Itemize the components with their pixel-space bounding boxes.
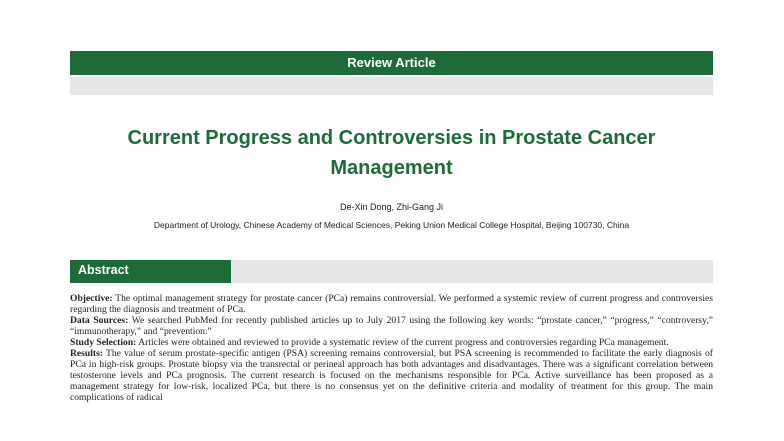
banner-underline [70, 77, 713, 95]
section-label: Data Sources: [70, 315, 129, 326]
abstract-tab [70, 260, 231, 283]
abstract-heading: Abstract [78, 263, 129, 277]
abstract-objective [70, 293, 713, 315]
article-type-banner [70, 51, 713, 75]
abstract-data-sources [70, 315, 713, 337]
section-label: Results: [70, 348, 104, 359]
abstract-body [70, 293, 713, 403]
article-type-label: Review Article [347, 55, 436, 70]
article-title: Current Progress and Controversies in Prostate Cancer Management [127, 127, 656, 179]
abstract-results [70, 348, 713, 403]
section-text: The optimal management strategy for prostate cancer (PCa) remains controversial. We performed a systemic review of current progress and controversies regarding the diagnosis and treatment of PCa. [70, 293, 713, 315]
author-affiliation: Department of Urology, Chinese Academy of Medical Sciences, Peking Union Medical College Hospital, Beijing 100730, China [153, 220, 630, 230]
section-text: We searched PubMed for recently published articles up to July 2017 using the following key words: “prostate cancer,” “progress,” “controversy,” “immunotherapy,” and “prevention.” [70, 315, 713, 337]
section-text: Articles were obtained and reviewed to provide a systematic review of the current progress and controversies regarding PCa management. [136, 337, 669, 348]
section-label: Objective: [70, 293, 113, 304]
abstract-study-selection [70, 337, 713, 348]
abstract-header [70, 260, 713, 283]
article-authors: De-Xin Dong, Zhi-Gang Ji [339, 202, 444, 212]
section-label: Study Selection: [70, 337, 137, 348]
section-text: The value of serum prostate-specific antigen (PSA) screening remains controversial, but PSA screening is recommended to facilitate the early diagnosis of PCa in high-risk groups. Prostate biopsy via the transrectal or perineal approach has both advantages and disadvantages. There was a significant correlation between testosterone levels and PCa prognosis. The current research is focused on the mechanisms responsible for PCa. Active surveillance has been proposed as a management strategy for low-risk, localized PCa, but there is no consensus yet on the definitive criteria and modality of treatment for this group. The main complications of radical [70, 348, 713, 403]
